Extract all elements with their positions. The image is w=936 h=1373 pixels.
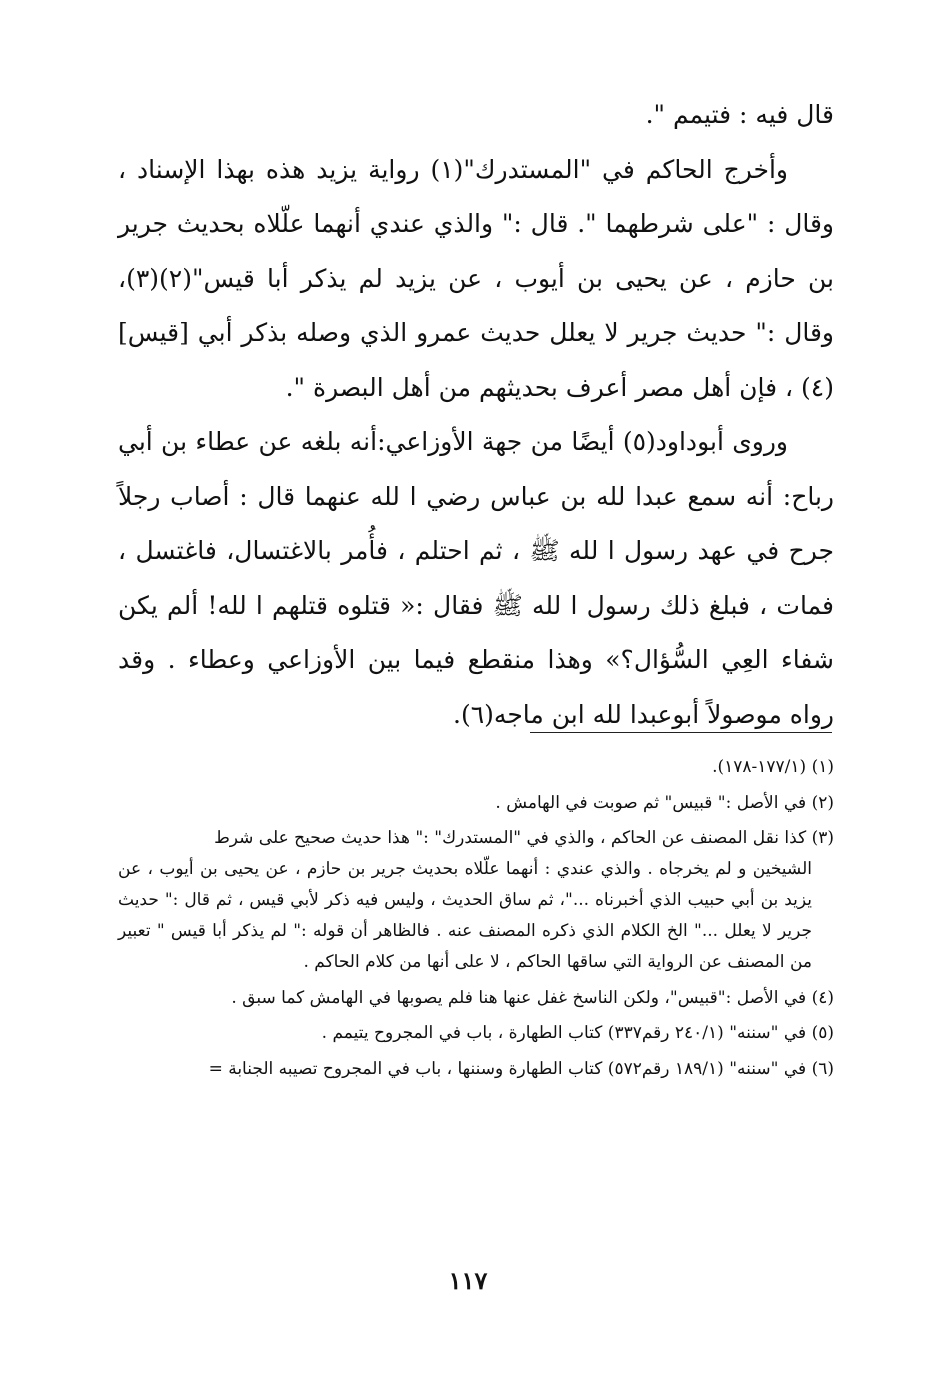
footnote-2 xyxy=(118,788,834,819)
footnote-text-continuation: الشيخين و لم يخرجاه . والذي عندي : أنهما علّلاه بحديث جرير بن حازم ، عن يحيى بن أيوب ، عن يزيد بن أبي حبيب الذي أخبرناه ..."، ثم ساق الحديث ، وليس فيه ذكر لأبي قيس ، ثم قال :" حديث جرير لا يعلل ..." الخ الكلام الذي ذكره المصنف عنه . فالظاهر أن قوله :" لم يذكر أبا قيس " تعبير من المصنف عن الرواية التي ساقها الحاكم ، لا على أنها من كلام الحاكم . xyxy=(118,859,812,972)
footnotes xyxy=(118,752,834,1089)
footnote-number: (٥) xyxy=(811,1023,834,1043)
footnote-text: (١٧٧/١-١٧٨). xyxy=(712,757,807,777)
footnote-number: (٢) xyxy=(811,792,834,813)
footnote-6 xyxy=(118,1054,834,1085)
main-text xyxy=(118,88,834,742)
footnote-number: (٣) xyxy=(811,828,834,848)
footnote-text: في الأصل :"قبيس"، ولكن الناسخ غفل عنها هنا فلم يصوبها في الهامش كما سبق . xyxy=(231,987,807,1008)
footnote-5 xyxy=(118,1018,834,1049)
opening-line: قال فيه : فتيمم ". xyxy=(645,100,834,129)
footnote-3 xyxy=(118,823,834,978)
footnote-4 xyxy=(118,983,834,1014)
footnote-text: في "سننه" (١٨٩/١ رقم٥٧٢) كتاب الطهارة وسننها ، باب في المجروح تصيبه الجنابة = xyxy=(208,1058,807,1079)
footnote-text: في الأصل :" قبيس" ثم صوبت في الهامش . xyxy=(495,792,807,813)
footnote-number: (٤) xyxy=(811,987,834,1008)
footnote-number: (٦) xyxy=(811,1058,834,1079)
footnote-number: (١) xyxy=(811,757,834,777)
footnote-separator xyxy=(530,732,832,733)
paragraph-abu-dawud: وروى أبوداود(٥) أيضًا من جهة الأوزاعي:أنه بلغه عن عطاء بن أبي رباح: أنه سمع عبدا لله بن عباس رضي ا لله عنهما قال : أصاب رجلاً جرح في عهد رسول ا لله ﷺ ، ثم احتلم ، فأُمر بالاغتسال، فاغتسل ، فمات ، فبلغ ذلك رسول ا لله ﷺ فقال :« قتلوه قتلهم ا لله! ألم يكن شفاء العِي السُّؤال؟» وهذا منقطع فيما بين الأوزاعي وعطاء . وقد رواه موصولاً أبوعبدا لله ابن ماجه(٦). xyxy=(118,427,834,729)
footnote-text: في "سننه" (٢٤٠/١ رقم٣٣٧) كتاب الطهارة ، باب في المجروح يتيمم . xyxy=(321,1023,807,1043)
paragraph-mustadrak: وأخرج الحاكم في "المستدرك"(١) رواية يزيد هذه بهذا الإسناد ، وقال : "على شرطهما ". قال :" والذي عندي أنهما علّلاه بحديث جرير بن حازم ، عن يحيى بن أيوب ، عن يزيد لم يذكر أبا قيس"(٢)(٣)، وقال :" حديث جرير لا يعلل حديث عمرو الذي وصله بذكر أبي [قيس](٤) ، فإن أهل مصر أعرف بحديثهم من أهل البصرة ". xyxy=(118,154,834,402)
footnote-text: كذا نقل المصنف عن الحاكم ، والذي في "المستدرك" :" هذا حديث صحيح على شرط xyxy=(214,828,807,848)
footnote-1 xyxy=(118,752,834,783)
page-number: ١١٧ xyxy=(448,1266,488,1295)
